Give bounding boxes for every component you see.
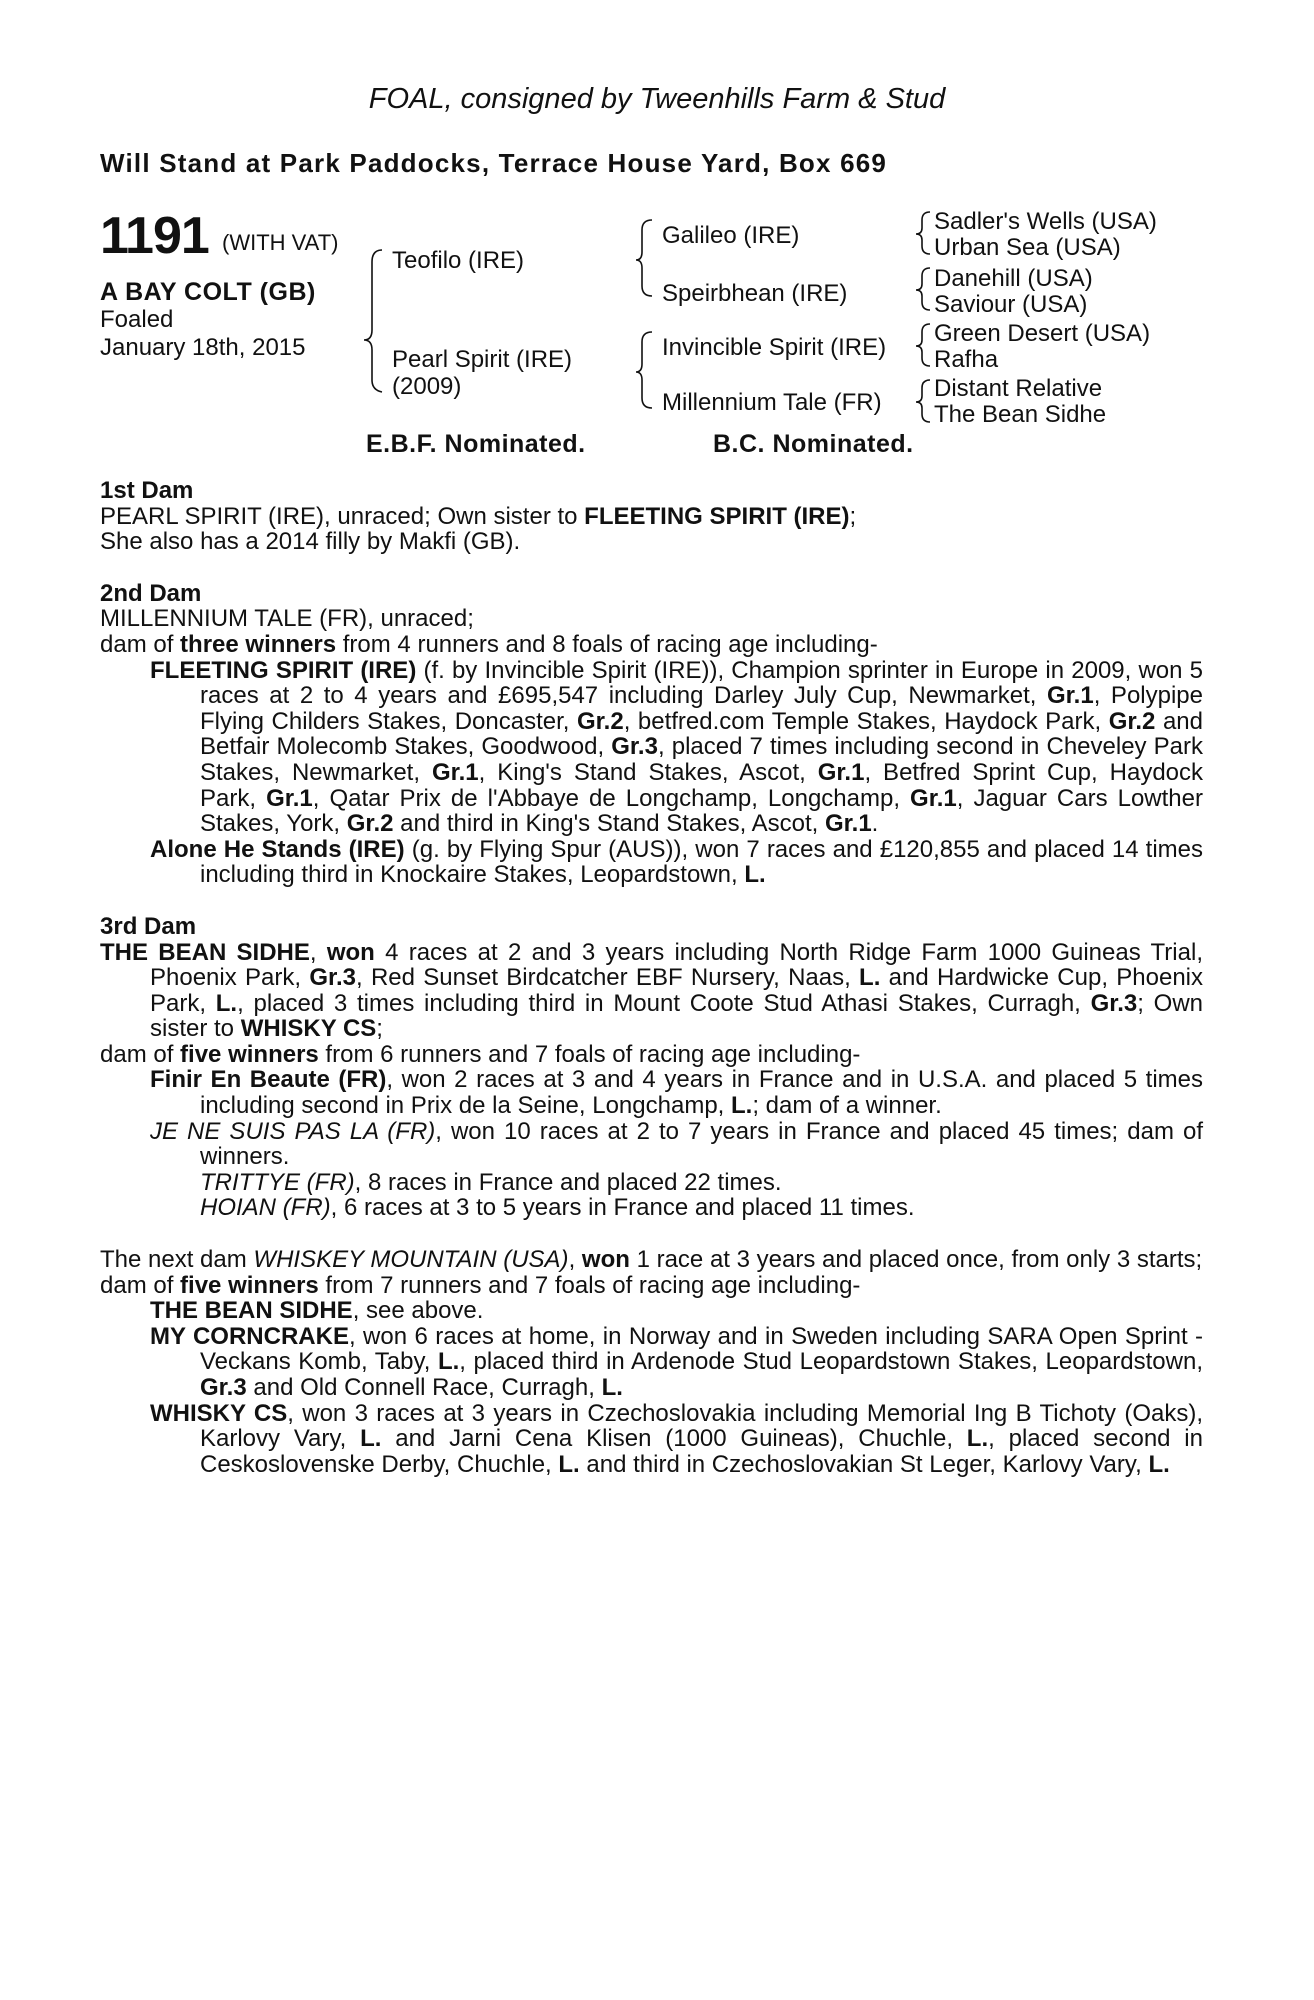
next-dam-produce — [100, 1298, 1203, 1477]
dam: Pearl Spirit (IRE) — [392, 346, 573, 373]
dam-sire: Invincible Spirit (IRE) — [662, 334, 887, 361]
sire-sire: Galileo (IRE) — [662, 222, 800, 249]
sire-dam: Speirbhean (IRE) — [662, 280, 848, 307]
first-dam-heading: 1st Dam — [100, 477, 194, 504]
grandparent-7: Distant Relative — [934, 375, 1103, 402]
je-ne-suis-pas-la-produce — [150, 1170, 1203, 1221]
grandparent-6: Rafha — [934, 346, 999, 373]
catalogue-body — [100, 478, 1203, 1477]
stand-location: Will Stand at Park Paddocks, Terrace House Yard, Box 669 — [100, 148, 888, 178]
produce-my-corncrake: MY CORNCRAKE, won 6 races at home, in Norway and in Sweden including SARA Open Sprint - Veckans Komb, Taby, L., placed third in Ardenode Stud Leopardstown Stakes, Leopardstown, Gr.3 and Old Connell Race, Curragh, L. — [150, 1322, 1203, 1401]
third-dam-line-1: THE BEAN SIDHE, won 4 races at 2 and 3 years including North Ridge Farm 1000 Guineas Trial, Phoenix Park, Gr.3, Red Sunset Birdcatcher EBF Nursery, Naas, L. and Hardwicke Cup, Phoenix Park, L., placed 3 times including third in Mount Coote Stud Athasi Stakes, Curragh, Gr.3; Own sister to WHISKY CS; — [100, 938, 1204, 1043]
grandparent-1: Sadler's Wells (USA) — [934, 208, 1157, 235]
vat-note: (WITH VAT) — [222, 230, 339, 255]
first-dam-line-2: She also has a 2014 filly by Makfi (GB). — [100, 528, 521, 556]
second-dam-line-2: dam of three winners from 4 runners and 8 foals of racing age including- — [100, 630, 878, 658]
lot-title: A BAY COLT (GB) — [100, 278, 316, 306]
produce-finir-en-beaute: Finir En Beaute (FR), won 2 races at 3 and 4 years in France and in U.S.A. and placed 5 times including second in Prix de la Seine, Longchamp, L.; dam of a winner. — [150, 1066, 1203, 1120]
grandparent-5: Green Desert (USA) — [934, 320, 1151, 347]
bc-nominated: B.C. Nominated. — [713, 430, 914, 458]
next-dam-line-1: The next dam WHISKEY MOUNTAIN (USA), won 1 race at 3 years and placed once, from only 3 starts; — [100, 1246, 1203, 1274]
consignor-line: FOAL, consigned by Tweenhills Farm & Stud — [368, 83, 946, 115]
grandparent-2: Urban Sea (USA) — [934, 234, 1121, 261]
produce-whisky-cs: WHISKY CS, won 3 races at 3 years in Czechoslovakia including Memorial Ing B Tichoty (Oaks), Karlovy Vary, L. and Jarni Cena Klisen (1000 Guineas), Chuchle, L., placed second in Ceskoslovenske Derby, Chuchle, L. and third in Czechoslovakian St Leger, Karlovy Vary, L. — [150, 1399, 1203, 1478]
sire: Teofilo (IRE) — [392, 247, 525, 274]
produce-trittye: TRITTYE (FR), 8 races in France and placed 22 times. — [200, 1168, 782, 1196]
produce-fleeting-spirit: FLEETING SPIRIT (IRE) (f. by Invincible Spirit (IRE)), Champion sprinter in Europe in 2009, won 5 races at 2 to 4 years and £695,547 including Darley July Cup, Newmarket, Gr.1, Polypipe Flying Childers Stakes, Doncaster, Gr.2, betfred.com Temple Stakes, Haydock Park, Gr.2 and Betfair Molecomb Stakes, Goodwood, Gr.3, placed 7 times including second in Cheveley Park Stakes, Newmarket, Gr.1, King's Stand Stakes, Ascot, Gr.1, Betfred Sprint Cup, Haydock Park, Gr.1, Qatar Prix de l'Abbaye de Longchamp, Longchamp, Gr.1, Jaguar Cars Lowther Stakes, York, Gr.2 and third in King's Stand Stakes, Ascot, Gr.1. — [150, 656, 1204, 838]
grandparent-3: Danehill (USA) — [934, 265, 1093, 292]
produce-the-bean-sidhe: THE BEAN SIDHE, see above. — [150, 1297, 484, 1325]
third-dam-heading: 3rd Dam — [100, 912, 197, 940]
second-dam-produce — [100, 658, 1203, 888]
produce-alone-he-stands: Alone He Stands (IRE) (g. by Flying Spur (AUS)), won 7 races and £120,855 and placed 14 times including third in Knockaire Stakes, Leopardstown, L. — [150, 835, 1204, 889]
third-dam-produce — [100, 1067, 1203, 1221]
grandparent-8: The Bean Sidhe — [934, 401, 1107, 428]
grandparent-4: Saviour (USA) — [934, 291, 1088, 318]
ebf-nominated: E.B.F. Nominated. — [366, 430, 586, 458]
third-dam-line-2: dam of five winners from 6 runners and 7 foals of racing age including- — [100, 1040, 861, 1068]
second-dam-line-1: MILLENNIUM TALE (FR), unraced; — [100, 605, 474, 633]
foaled-date: January 18th, 2015 — [100, 334, 306, 361]
produce-hoian: HOIAN (FR), 6 races at 3 to 5 years in France and placed 11 times. — [200, 1194, 915, 1222]
lot-number: 1191 — [100, 207, 209, 265]
dam-year: (2009) — [392, 373, 462, 400]
first-dam-line-1: PEARL SPIRIT (IRE), unraced; Own sister to FLEETING SPIRIT (IRE); — [100, 502, 857, 530]
next-dam-line-2: dam of five winners from 7 runners and 7 foals of racing age including- — [100, 1271, 861, 1299]
dam-dam: Millennium Tale (FR) — [662, 389, 882, 416]
produce-je-ne-suis-pas-la: JE NE SUIS PAS LA (FR), won 10 races at 2 to 7 years in France and placed 45 times; dam of winners. — [150, 1117, 1203, 1171]
second-dam-heading: 2nd Dam — [100, 579, 202, 607]
foaled-label: Foaled — [100, 306, 174, 333]
